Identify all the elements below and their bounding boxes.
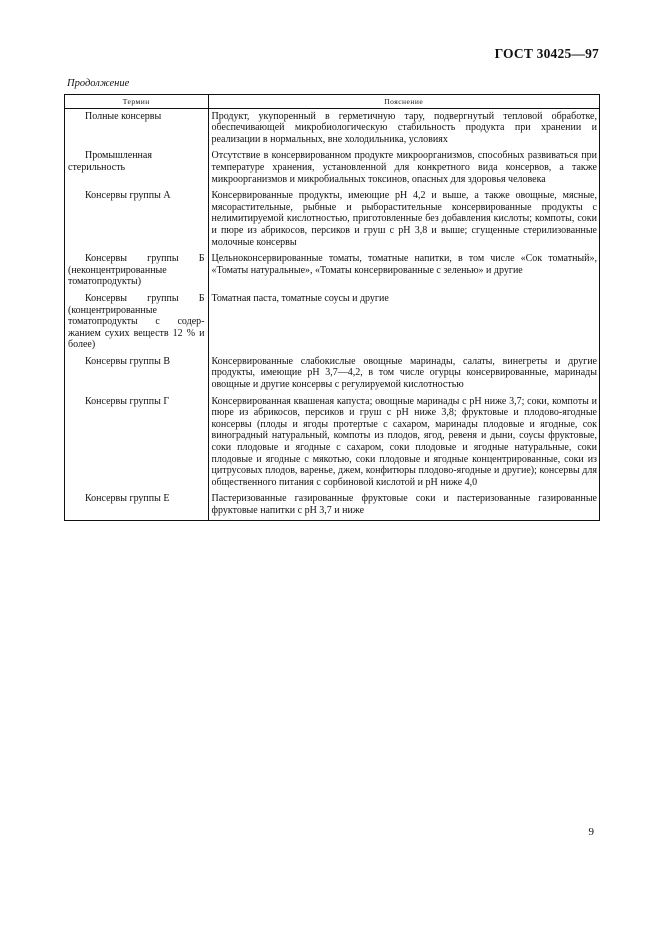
continuation-label: Продолжение [67, 78, 130, 89]
term-cell: Консервы группы В [65, 351, 208, 391]
explanation-cell: Консервированная квашеная капуста; овощные маринады с pH ниже 3,7; соки, компоты и пюре из абрикосов, персиков и груш с pH ниже 3,8; фруктовые и плодово-ягодные консервы (плоды и ягоды протертые с сахаром, маринады плодовые и ягодные, сок виноградный натуральный, компоты из плодов, ягод, ревеня и дыни, соусы фруктовые, соки плодовые и ягодные с сахаром, соки плодовые и ягодные натуральные, соки плодовые и ягодные с мякотью, соки плодовые и ягодные концентрированные, соки из цитрусовых плодов, варенье, джем, конфитюры плодово-ягодные и другие); консервы для общественного питания с сорбиновой кислотой и pH ниже 4,0 [211, 395, 597, 488]
table-row [65, 108, 599, 145]
term-cell: Консервы группы А [65, 185, 208, 248]
term-cell: Полные консервы [65, 108, 208, 145]
table-row [65, 248, 599, 288]
explanation-cell: Консервированные слабокислые овощные маринады, салаты, винегреты и другие продукты, имеющие pH 3,7—4,2, в том числе огурцы консервированные, маринады овощные и другие консервы с регулируемой кислотностью [211, 355, 597, 391]
term-cell: Консервы группы Г [65, 391, 208, 489]
table-row [65, 185, 599, 248]
explanation-cell: Отсутствие в консервированном продукте микроорганизмов, способных развиваться при температуре хранения, установленной для конкретного вида консервов, а также микроорганизмов и микробиальных токсинов, опасных для здоровья человека [211, 150, 597, 185]
terms-table [64, 94, 600, 521]
document-code: ГОСТ 30425—97 [494, 46, 599, 61]
column-header-term: Термин [65, 95, 208, 108]
explanation-cell: Консервированные продукты, имеющие pH 4,2 и выше, а также овощные, мясные, мясорастительные, рыбные и рыборастительные консервированные продукты с нелимитируемой кислотностью, приготовленные без добавления кислоты; компоты, соки и пюре из абрикосов, персиков и груш с pH 3,8 и выше; сгущенные стерилизованные молочные консервы [211, 190, 597, 248]
table-row [65, 288, 599, 351]
term-cell: Промышленная стерильность [65, 145, 208, 185]
page-number: 9 [588, 826, 594, 838]
table-row [65, 391, 599, 489]
table-row [65, 488, 599, 519]
explanation-cell: Пастеризованные газированные фруктовые соки и пастеризованные газированные фруктовые напитки с pH 3,7 и ниже [211, 493, 597, 516]
term-cell: Консервы группы Б (концентрированные томатопродукты с содер-жанием сухих веществ 12 % и более) [65, 288, 208, 351]
explanation-cell: Цельноконсервированные томаты, томатные напитки, в том числе «Сок томатный», «Томаты натуральные», «Томаты консервированные с зеленью» и другие [211, 253, 597, 276]
term-cell: Консервы группы Е [65, 488, 208, 519]
table-row [65, 351, 599, 391]
table-row [65, 145, 599, 185]
term-cell: Консервы группы Б (неконцентрированные томатопродукты) [65, 248, 208, 288]
explanation-cell: Томатная паста, томатные соусы и другие [211, 292, 389, 304]
explanation-cell: Продукт, укупоренный в герметичную тару, подвергнутый тепловой обработке, обеспечивающей микробиологическую стабильность продукта при хранении и реализации в нормальных, вне холодильника, условиях [211, 110, 597, 145]
column-header-explanation: Пояснение [208, 95, 599, 108]
